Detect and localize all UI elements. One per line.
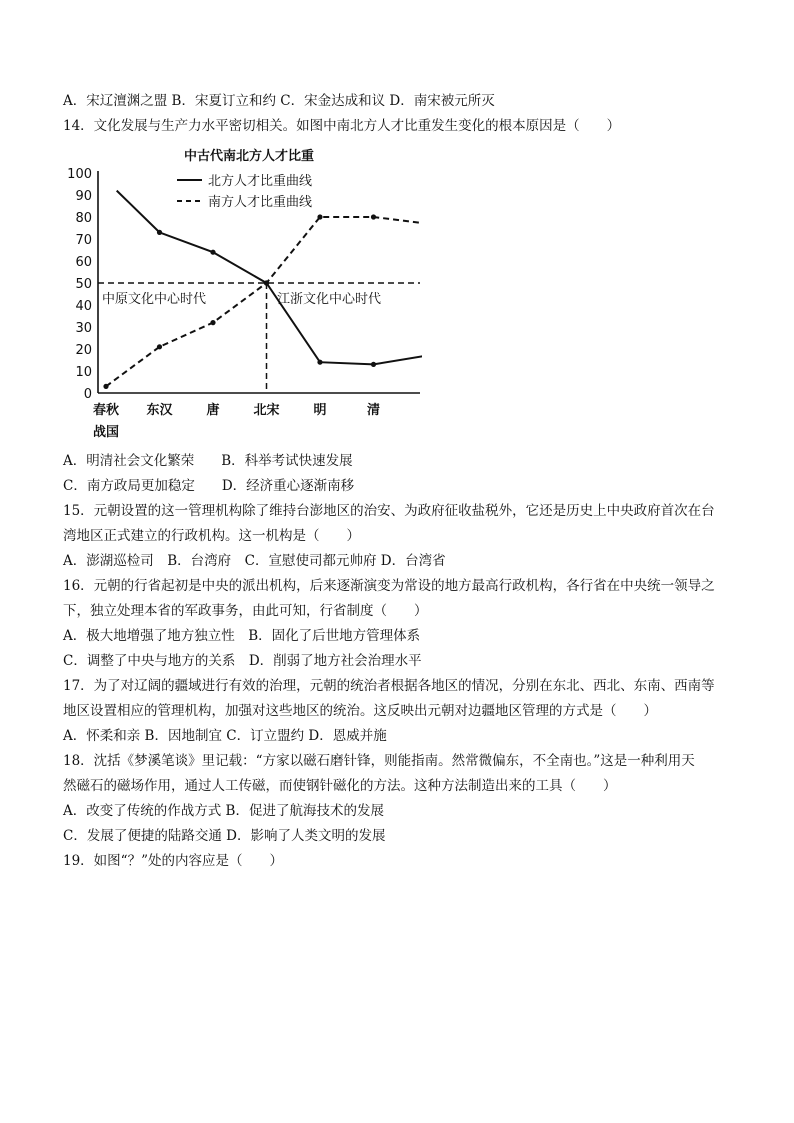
y-tick-label: 100 (67, 167, 92, 182)
q17-options: A．怀柔和亲 B．因地制宜 C．订立盟约 D．恩威并施 (63, 728, 387, 744)
south-point (103, 384, 108, 389)
q15-stem-1: 15．元朝设置的这一管理机构除了维持台澎地区的治安、为政府征收盐税外，它还是历史上中央政府首次在台 (63, 503, 715, 519)
q14-options-cd: C．南方政局更加稳定 D．经济重心逐渐南移 (63, 478, 355, 494)
x-tick-sublabel: 战国 (92, 425, 120, 440)
legend-south-label: 南方人才比重曲线 (208, 195, 313, 210)
chart-title: 中古代南北方人才比重 (184, 149, 315, 164)
series-lines (103, 191, 422, 389)
annotation-jiangzhe: 江浙文化中心时代 (277, 292, 382, 307)
annotation-central-plains: 中原文化中心时代 (102, 292, 207, 307)
south-point (264, 280, 269, 285)
x-axis (93, 393, 420, 440)
x-tick-label: 明 (313, 403, 327, 418)
north-point (317, 360, 322, 365)
q16-stem-1: 16．元朝的行省起初是中央的派出机构，后来逐渐演变为常设的地方最高行政机构，各行省在中央统一领导之 (63, 578, 715, 594)
q16-options-ab: A．极大地增强了地方独立性 B．固化了后世地方管理体系 (63, 628, 421, 644)
x-tick-label: 清 (366, 403, 381, 418)
y-tick-label: 60 (75, 255, 92, 270)
talent-ratio-chart (62, 142, 422, 440)
q19-stem: 19．如图“？”处的内容应是（ ） (63, 853, 283, 869)
south-point (317, 214, 322, 219)
q16-stem-2: 下，独立处理本省的军政事务，由此可知，行省制度（ ） (63, 603, 428, 619)
south-point (157, 344, 162, 349)
x-tick-label: 唐 (206, 403, 220, 418)
y-tick-label: 50 (75, 277, 92, 292)
q16-options-cd: C．调整了中央与地方的关系 D．削弱了地方社会治理水平 (63, 653, 422, 669)
q14-options-ab: A．明清社会文化繁荣 B．科举考试快速发展 (63, 453, 353, 469)
y-tick-label: 90 (75, 189, 92, 204)
south-point (210, 320, 215, 325)
q17-stem-2: 地区设置相应的管理机构，加强对这些地区的统治。这反映出元朝对边疆地区管理的方式是（ ） (63, 703, 657, 719)
south-point (371, 214, 376, 219)
q18-stem-2: 然磁石的磁场作用，通过人工传磁，而使钢针磁化的方法。这种方法制造出来的工具（ ） (63, 778, 617, 794)
north-point (371, 362, 376, 367)
q17-stem-1: 17．为了对辽阔的疆域进行有效的治理，元朝的统治者根据各地区的情况，分别在东北、西北、东南、西南等 (63, 678, 715, 694)
y-tick-label: 70 (75, 233, 92, 248)
y-tick-label: 30 (75, 321, 92, 336)
q15-options: A．澎湖巡检司 B．台湾府 C．宣慰使司都元帅府 D．台湾省 (63, 553, 446, 569)
legend (177, 173, 312, 210)
y-tick-label: 20 (75, 343, 92, 358)
y-tick-label: 10 (75, 365, 92, 380)
y-tick-label: 80 (75, 211, 92, 226)
y-axis (67, 167, 98, 402)
x-tick-label: 北宋 (253, 403, 280, 418)
x-tick-label: 东汉 (146, 403, 173, 418)
q15-stem-2: 湾地区正式建立的行政机构。这一机构是（ ） (63, 528, 360, 544)
legend-north-label: 北方人才比重曲线 (208, 174, 313, 189)
north-point (210, 250, 215, 255)
q18-options-cd: C．发展了便捷的陆路交通 D．影响了人类文明的发展 (63, 828, 386, 844)
x-tick-label: 春秋 (92, 403, 120, 418)
y-tick-label: 40 (75, 299, 92, 314)
y-tick-label: 0 (83, 387, 92, 402)
q18-stem-1: 18．沈括《梦溪笔谈》里记载：“方家以磁石磨针锋，则能指南。然常微偏东，不全南也。”这是一种利用天 (63, 753, 695, 769)
q18-options-ab: A．改变了传统的作战方式 B．促进了航海技术的发展 (63, 803, 384, 819)
north-point (157, 230, 162, 235)
q13-options: A．宋辽澶渊之盟 B．宋夏订立和约 C．宋金达成和议 D．南宋被元所灭 (63, 93, 495, 109)
q14-stem: 14．文化发展与生产力水平密切相关。如图中南北方人才比重发生变化的根本原因是（ ） (63, 118, 621, 134)
